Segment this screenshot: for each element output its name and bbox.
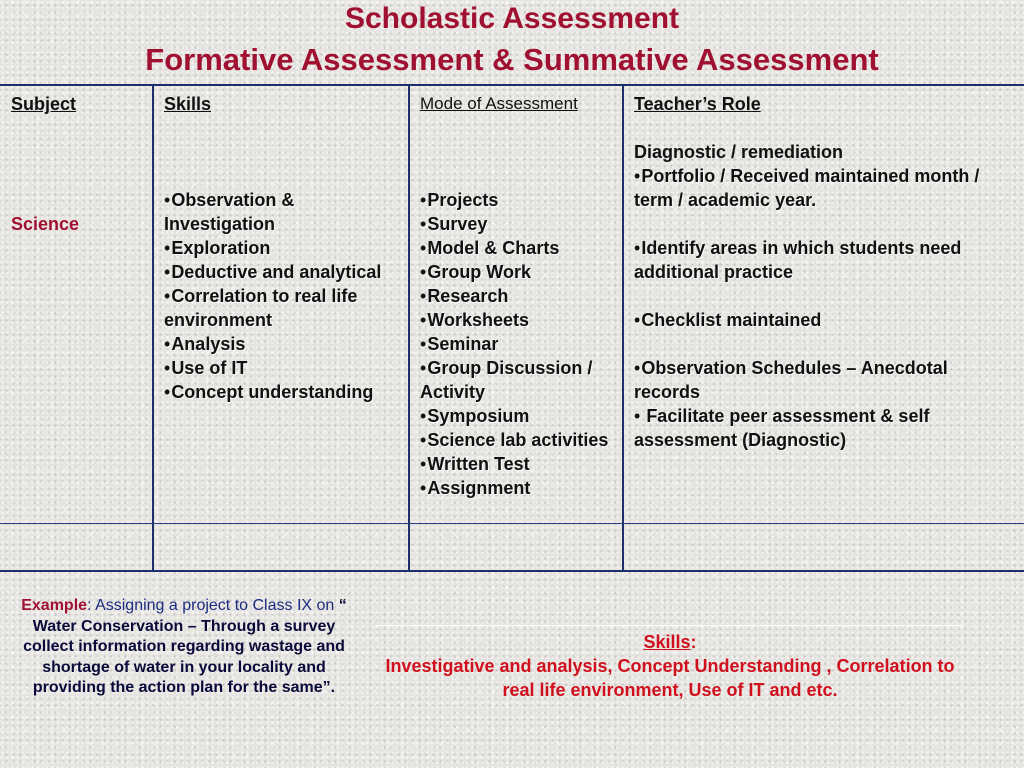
teacher-role-list	[634, 236, 1006, 284]
list-item: • Facilitate peer assessment & self assessment (Diagnostic)	[634, 404, 1006, 452]
teacher-role-header: Teacher’s Role	[634, 94, 761, 114]
subject-column	[11, 92, 145, 236]
table-row-divider	[0, 523, 1024, 524]
list-item: • Correlation to real life environment	[164, 284, 400, 332]
example-lead: Assigning a project to Class IX on	[95, 597, 335, 614]
example-separator: :	[87, 597, 96, 614]
table-divider	[152, 84, 154, 572]
list-item: • Survey	[420, 212, 614, 236]
table-divider	[622, 84, 624, 572]
list-item: • Observation & Investigation	[164, 188, 400, 236]
skills-summary-colon: :	[690, 632, 697, 652]
list-item: • Science lab activities	[420, 428, 614, 452]
list-item: • Assignment	[420, 476, 614, 500]
skills-summary-label: Skills	[643, 632, 691, 652]
teacher-role-intro: Diagnostic / remediation	[634, 142, 844, 162]
list-item: • Group Discussion / Activity	[420, 356, 614, 404]
list-item: • Checklist maintained	[634, 308, 1006, 332]
list-item: • Exploration	[164, 236, 400, 260]
teacher-role-list	[634, 164, 1006, 212]
skills-column	[164, 92, 400, 404]
list-item: • Deductive and analytical	[164, 260, 400, 284]
teacher-role-column	[634, 92, 1006, 452]
list-item: • Group Work	[420, 260, 614, 284]
example-label: Example	[21, 597, 88, 614]
list-item: • Analysis	[164, 332, 400, 356]
list-item: • Concept understanding	[164, 380, 400, 404]
skills-summary-text: Investigative and analysis, Concept Understanding , Correlation to real life environment, Use of IT and etc.	[385, 656, 955, 700]
skills-header: Skills	[164, 94, 212, 114]
slide-title	[0, 0, 1024, 84]
example-body: “ Water Conservation – Through a survey collect information regarding wastage and shortage of water in your locality and providing the action plan for the same”.	[23, 597, 347, 696]
list-item: • Identify areas in which students need additional practice	[634, 236, 1006, 284]
example-note	[14, 596, 354, 699]
list-item: • Observation Schedules – Anecdotal records	[634, 356, 1006, 404]
list-item: • Symposium	[420, 404, 614, 428]
list-item: • Projects	[420, 188, 614, 212]
mode-list	[420, 188, 614, 500]
list-item: • Seminar	[420, 332, 614, 356]
list-item: • Worksheets	[420, 308, 614, 332]
list-item: • Model & Charts	[420, 236, 614, 260]
title-line-1: Scholastic Assessment	[344, 2, 680, 35]
teacher-role-list	[634, 308, 1006, 332]
list-item: • Written Test	[420, 452, 614, 476]
mode-header: Mode of Assessment	[420, 94, 578, 113]
skills-list	[164, 188, 400, 404]
title-line-2: Formative Assessment & Summative Assessment	[145, 42, 879, 77]
subject-value: Science	[11, 214, 80, 234]
table-divider	[408, 84, 410, 572]
subject-header: Subject	[11, 94, 77, 114]
skills-summary	[376, 625, 964, 706]
list-item: • Use of IT	[164, 356, 400, 380]
list-item: • Portfolio / Received maintained month / term / academic year.	[634, 164, 1006, 212]
list-item: • Research	[420, 284, 614, 308]
mode-column	[420, 92, 614, 500]
teacher-role-list	[634, 356, 1006, 452]
